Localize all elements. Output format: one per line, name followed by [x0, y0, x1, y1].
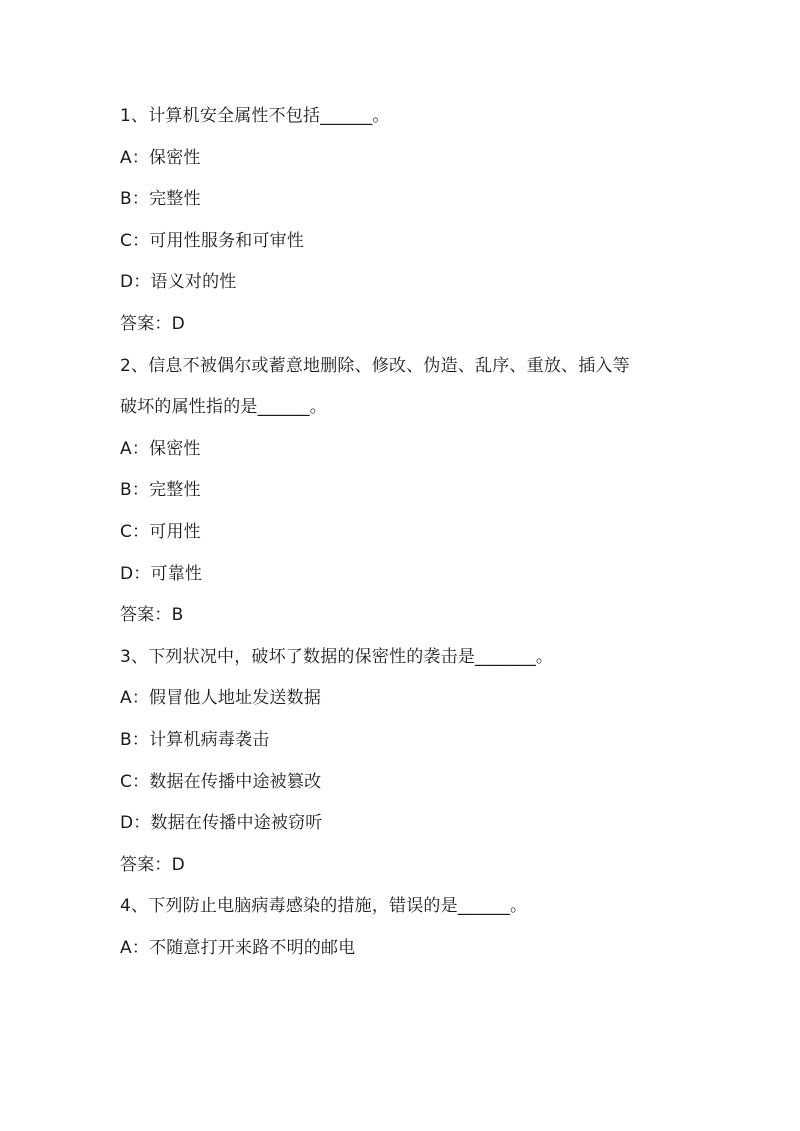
question-3-option-c: C：数据在传播中途被篡改 [120, 771, 322, 792]
question-1-option-c: C：可用性服务和可审性 [120, 230, 305, 251]
question-list [120, 106, 700, 979]
question-2-answer: 答案：B [120, 605, 184, 626]
question-2-option-a: A：保密性 [120, 438, 201, 459]
question-1-stem: 1、计算机安全属性不包括______。 [120, 106, 390, 126]
question-2-option-c: C：可用性 [120, 521, 201, 542]
question-3-stem: 3、下列状况中，破坏了数据的保密性的袭击是_______。 [120, 646, 554, 667]
question-1-option-a: A：保密性 [120, 147, 201, 168]
question-2-stem-line-2: 破坏的属性指的是______。 [120, 397, 327, 418]
question-3-option-d: D：数据在传播中途被窃听 [120, 813, 323, 834]
question-4-option-a: A：不随意打开来路不明的邮电 [120, 937, 356, 958]
question-3-option-b: B：计算机病毒袭击 [120, 729, 270, 750]
question-2-stem-line-1: 2、信息不被偶尔或蓄意地删除、修改、伪造、乱序、重放、插入等 [120, 355, 630, 376]
question-4-stem: 4、下列防止电脑病毒感染的措施，错误的是______。 [120, 896, 528, 917]
question-3-option-a: A：假冒他人地址发送数据 [120, 688, 322, 709]
question-3-answer: 答案：D [120, 854, 185, 875]
question-1-answer: 答案：D [120, 313, 185, 334]
question-2-option-d: D：可靠性 [120, 563, 203, 584]
question-2-option-b: B：完整性 [120, 480, 201, 501]
question-1-option-b: B：完整性 [120, 189, 201, 210]
question-1-option-d: D：语义对的性 [120, 272, 237, 293]
